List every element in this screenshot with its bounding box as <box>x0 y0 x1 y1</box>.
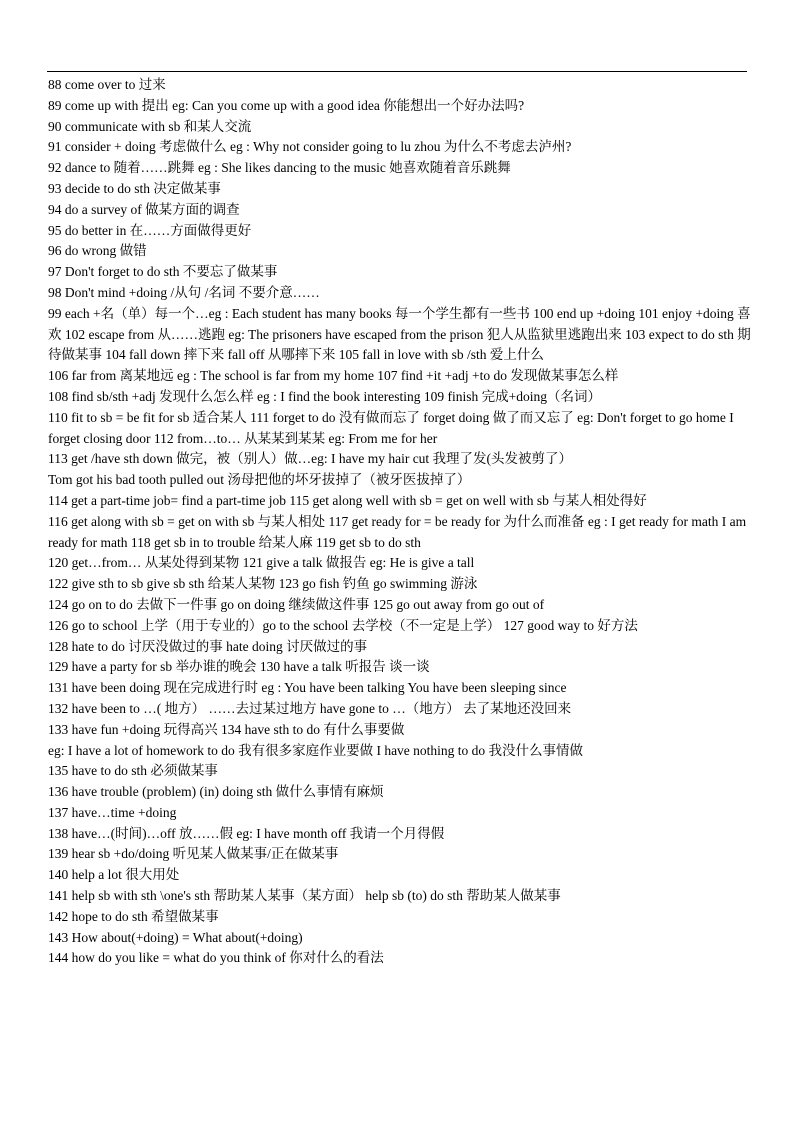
phrase-line: 122 give sth to sb give sb sth 给某人某物 123 go fish 钓鱼 go swimming 游泳 <box>48 576 478 592</box>
phrase-line: 126 go to school 上学（用于专业的）go to the school 去学校（不一定是上学） 127 good way to 好方法 <box>48 617 638 633</box>
phrase-line: 124 go on to do 去做下一件事 go on doing 继续做这件事 125 go out away from go out of <box>48 596 545 612</box>
phrase-line: 95 do better in 在……方面做得更好 <box>48 222 252 238</box>
phrase-line: 93 decide to do sth 决定做某事 <box>48 180 221 196</box>
phrase-line: 131 have been doing 现在完成进行时 eg : You have been talking You have been sleeping since <box>48 680 567 696</box>
phrase-line: eg: I have a lot of homework to do 我有很多家庭作业要做 I have nothing to do 我没什么事情做 <box>48 742 584 758</box>
phrase-line: 116 get along with sb = get on with sb 与某人相处 117 get ready for = be ready for 为什么而准备 eg : I get ready for math I am ready for math 118 get sb in to trouble 给某人麻 119 get sb to do sth <box>48 513 747 550</box>
phrase-line: 137 have…time +doing <box>48 804 177 820</box>
phrase-line: 106 far from 离某地远 eg : The school is far from my home 107 find +it +adj +to do 发现做某事怎么样 <box>48 368 619 384</box>
phrase-line: 98 Don't mind +doing /从句 /名词 不要介意…… <box>48 284 320 300</box>
phrase-line: 142 hope to do sth 希望做某事 <box>48 908 219 924</box>
phrase-line: 141 help sb with sth \one's sth 帮助某人某事（某方面） help sb (to) do sth 帮助某人做某事 <box>48 888 561 904</box>
phrase-line: 143 How about(+doing) = What about(+doing) <box>48 929 303 945</box>
phrase-line: 110 fit to sb = be fit for sb 适合某人 111 forget to do 没有做而忘了 forget doing 做了而又忘了 eg: Don't forget to go home I forget closing door 112 from…to… 从某某到某某 eg: From me for her <box>48 409 734 446</box>
phrase-line: Tom got his bad tooth pulled out 汤母把他的坏牙拔掉了（被牙医拔掉了） <box>48 472 471 488</box>
phrase-list <box>48 75 760 969</box>
phrase-line: 132 have been to …( 地方） ……去过某过地方 have gone to …（地方） 去了某地还没回来 <box>48 700 572 716</box>
phrase-line: 140 help a lot 很大用处 <box>48 867 180 883</box>
phrase-line: 144 how do you like = what do you think of 你对什么的看法 <box>48 950 384 966</box>
phrase-line: 136 have trouble (problem) (in) doing sth 做什么事情有麻烦 <box>48 784 384 800</box>
phrase-line: 89 come up with 提出 eg: Can you come up with a good idea 你能想出一个好办法吗? <box>48 97 525 113</box>
header-rule <box>47 71 747 72</box>
phrase-line: 91 consider + doing 考虑做什么 eg : Why not consider going to lu zhou 为什么不考虑去泸州? <box>48 139 572 155</box>
phrase-line: 88 come over to 过来 <box>48 77 166 92</box>
phrase-line: 90 communicate with sb 和某人交流 <box>48 118 252 134</box>
phrase-line: 94 do a survey of 做某方面的调查 <box>48 201 240 217</box>
phrase-line: 120 get…from… 从某处得到某物 121 give a talk 做报告 eg: He is give a tall <box>48 555 475 571</box>
phrase-line: 92 dance to 随着……跳舞 eg : She likes dancing to the music 她喜欢随着音乐跳舞 <box>48 160 511 176</box>
phrase-line: 135 have to do sth 必须做某事 <box>48 763 218 779</box>
phrase-line: 114 get a part-time job= find a part-time job 115 get along well with sb = get on well with sb 与某人相处得好 <box>48 492 647 508</box>
phrase-line: 129 have a party for sb 举办谁的晚会 130 have a talk 听报告 谈一谈 <box>48 659 430 675</box>
phrase-line: 138 have…(时间)…off 放……假 eg: I have month off 我请一个月得假 <box>48 825 445 841</box>
phrase-line: 128 hate to do 讨厌没做过的事 hate doing 讨厌做过的事 <box>48 638 368 654</box>
phrase-line: 96 do wrong 做错 <box>48 243 147 259</box>
phrase-line: 139 hear sb +do/doing 听见某人做某事/正在做某事 <box>48 846 339 862</box>
phrase-line: 113 get /have sth down 做完，被（别人）做…eg: I have my hair cut 我理了发(头发被剪了） <box>48 451 573 467</box>
phrase-line: 97 Don't forget to do sth 不要忘了做某事 <box>48 264 278 280</box>
phrase-line: 99 each +名（单）每一个…eg : Each student has many books 每一个学生都有一些书 100 end up +doing 101 enjoy +doing 喜欢 102 escape from 从……逃跑 eg: The prisoners have escaped from the prison 犯人从监狱里逃跑出来 103 expect to do sth 期待做某事 104 fall down 摔下来 fall off 从哪摔下来 105 fall in love with sb /sth 爱上什么 <box>48 305 751 363</box>
phrase-line: 133 have fun +doing 玩得高兴 134 have sth to do 有什么事要做 <box>48 721 405 737</box>
phrase-line: 108 find sb/sth +adj 发现什么怎么样 eg : I find the book interesting 109 finish 完成+doing（名词） <box>48 388 601 404</box>
